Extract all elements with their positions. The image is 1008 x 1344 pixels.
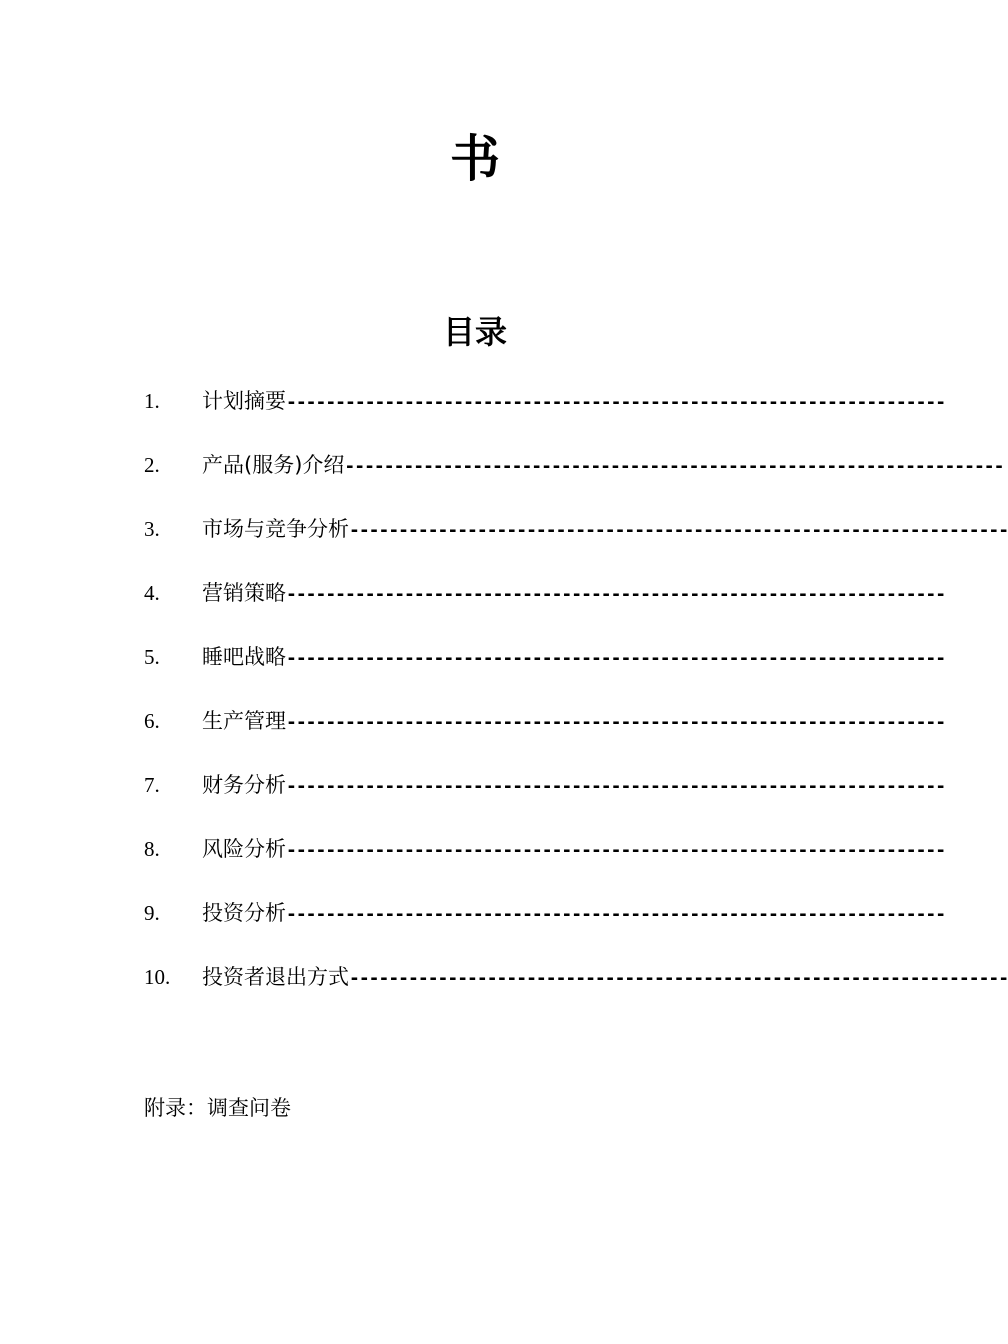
table-of-contents xyxy=(144,380,1008,1020)
toc-item xyxy=(144,572,946,636)
toc-item xyxy=(144,828,946,892)
toc-leader-dashes: ------------------------------------------------------------------- xyxy=(286,648,946,669)
toc-leader-dashes: ------------------------------------------------------------------- xyxy=(286,776,946,797)
toc-item-number: 5. xyxy=(144,645,160,669)
toc-item-number: 3. xyxy=(144,517,160,541)
toc-item-label: 财务分析 xyxy=(202,773,286,797)
toc-item-number: 1. xyxy=(144,389,160,413)
toc-item xyxy=(144,380,946,444)
toc-item-label: 投资分析 xyxy=(202,901,286,925)
toc-item-label: 风险分析 xyxy=(202,837,286,861)
toc-leader-dashes: ------------------------------------------------------------------- xyxy=(286,584,946,605)
toc-leader-dashes: ------------------------------------------------------------------- xyxy=(286,904,946,925)
title-char: 书 xyxy=(450,130,500,188)
toc-item-number: 2. xyxy=(144,453,160,477)
toc-item-number: 9. xyxy=(144,901,160,925)
toc-item xyxy=(144,700,946,764)
toc-item xyxy=(144,508,1008,572)
toc-item xyxy=(144,764,946,828)
toc-item-number: 7. xyxy=(144,773,160,797)
toc-leader-dashes: ------------------------------------------------------------------- xyxy=(349,968,1008,989)
toc-item xyxy=(144,892,946,956)
toc-item xyxy=(144,956,1008,1020)
toc-leader-dashes: ------------------------------------------------------------------- xyxy=(286,392,946,413)
toc-item-label: 营销策略 xyxy=(202,581,286,605)
appendix-label: 附录：调查问卷 xyxy=(144,1096,291,1120)
toc-leader-dashes: ------------------------------------------------------------------- xyxy=(286,840,946,861)
toc-item-label: 计划摘要 xyxy=(202,389,286,413)
toc-item-number: 4. xyxy=(144,581,160,605)
toc-item-number: 10. xyxy=(144,965,171,989)
toc-item-label: 生产管理 xyxy=(202,709,286,733)
toc-leader-dashes: ------------------------------------------------------------------- xyxy=(286,712,946,733)
toc-item-label: 睡吧战略 xyxy=(202,645,286,669)
toc-item xyxy=(144,444,1004,508)
toc-item-label: 市场与竞争分析 xyxy=(202,517,349,541)
toc-title: 目录 xyxy=(442,313,507,351)
toc-item-label: 投资者退出方式 xyxy=(202,965,349,989)
toc-item-number: 8. xyxy=(144,837,160,861)
toc-item xyxy=(144,636,946,700)
toc-leader-dashes: ------------------------------------------------------------------- xyxy=(344,456,1004,477)
toc-leader-dashes: ------------------------------------------------------------------- xyxy=(349,520,1008,541)
toc-item-label: 产品(服务)介绍 xyxy=(202,453,345,477)
toc-item-number: 6. xyxy=(144,709,160,733)
